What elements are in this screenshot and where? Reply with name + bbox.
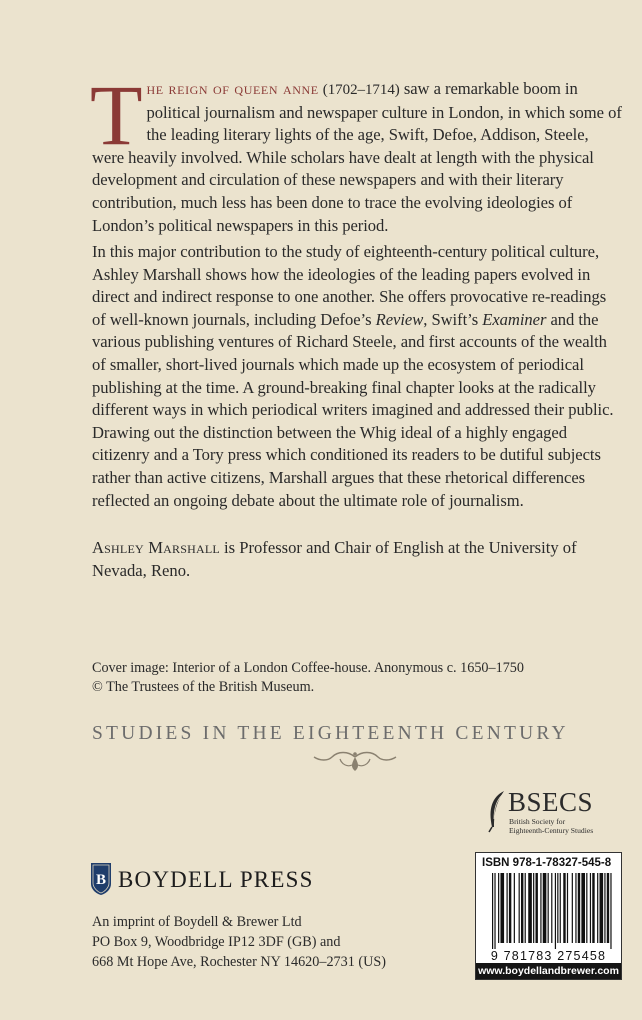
barcode-bar bbox=[563, 873, 565, 943]
cover-image-credit bbox=[92, 659, 612, 697]
barcode-bar bbox=[581, 873, 585, 943]
ornament-flourish-icon bbox=[310, 749, 400, 775]
barcode-icon bbox=[492, 873, 614, 949]
bsecs-acronym: BSECS bbox=[508, 787, 594, 817]
barcode-bar bbox=[567, 873, 568, 943]
imprint-line-1: An imprint of Boydell & Brewer Ltd bbox=[92, 914, 302, 930]
blurb-paragraph-1-text: saw a remarkable boom in political journalism and newspaper culture in London, in which some of the leading literary lights of the age, Swift, Defoe, Addison, Steele, were heavily involved. While scholars have dealt at length with the physical development and circulation of these newspapers and with their literary contribution, much less has been done to trace the evolving ideologies of London’s political newspapers in this period. bbox=[92, 79, 622, 235]
barcode-bar bbox=[498, 873, 499, 943]
barcode-bar bbox=[557, 873, 558, 943]
isbn-barcode-block bbox=[475, 852, 622, 980]
barcode-bar bbox=[500, 873, 504, 943]
blurb-lead: he reign of queen anne bbox=[146, 79, 319, 98]
barcode-bar bbox=[494, 873, 495, 949]
barcode-bar bbox=[604, 873, 605, 943]
author-name: Ashley Marshall bbox=[92, 538, 220, 557]
publisher-name: BOYDELL PRESS bbox=[118, 867, 314, 892]
barcode-bar bbox=[597, 873, 598, 943]
bsecs-line-2: Eighteenth-Century Studies bbox=[509, 825, 594, 835]
barcode-bar bbox=[519, 873, 520, 943]
imprint-line-2: PO Box 9, Woodbridge IP12 3DF (GB) and bbox=[92, 934, 341, 950]
barcode-bar bbox=[540, 873, 541, 943]
barcode-bar bbox=[514, 873, 515, 943]
author-bio-text: is Professor and Chair of English at the University of Nevada, Reno. bbox=[92, 538, 577, 580]
para2-part-b: , Swift’s bbox=[423, 309, 483, 329]
title-examiner: Examiner bbox=[482, 309, 547, 329]
blurb-paragraph-1 bbox=[90, 67, 622, 237]
barcode-bar bbox=[575, 873, 576, 943]
barcode-bar bbox=[555, 873, 556, 949]
barcode-bar bbox=[528, 873, 532, 943]
barcode-bar bbox=[578, 873, 580, 943]
publisher-imprint bbox=[92, 912, 422, 972]
credit-line-2: © The Trustees of the British Museum. bbox=[92, 679, 315, 695]
barcode-bar bbox=[509, 873, 511, 943]
barcode-bar bbox=[533, 873, 534, 943]
publisher-website: www.boydellandbrewer.com bbox=[476, 963, 621, 979]
quill-icon bbox=[486, 789, 508, 833]
barcode-bar bbox=[592, 873, 594, 943]
series-title: STUDIES IN THE EIGHTEENTH CENTURY bbox=[92, 723, 569, 744]
boydell-press-logo bbox=[90, 862, 330, 902]
bsecs-fullname bbox=[509, 818, 619, 835]
para2-part-a: In this major contribution to the study of eighteenth-century political culture, Ashley Marshall shows how the ideologies of the leading papers evolved in direct and indirect response to one another. She offers provocative re-readings of well-known journals, including Defoe’s bbox=[92, 242, 607, 329]
barcode-bar bbox=[590, 873, 591, 943]
barcode-bar bbox=[586, 873, 587, 943]
title-review: Review bbox=[375, 309, 424, 329]
imprint-line-3: 668 Mt Hope Ave, Rochester NY 14620–2731 (US) bbox=[92, 954, 386, 970]
bsecs-logo bbox=[486, 787, 616, 839]
barcode-bar bbox=[535, 873, 537, 943]
isbn-label: ISBN 978-1-78327-545-8 bbox=[482, 857, 612, 869]
bsecs-line-1: British Society for bbox=[509, 817, 566, 826]
barcode-bar bbox=[551, 873, 552, 943]
para2-part-c: and the various publishing ventures of Richard Steele, and first accounts of the wealth of smaller, short-lived journals which made up the ecosystem of periodical publishing at the time. A ground-breaking final chapter looks at the radically different ways in which periodical writers imagined and addressed their public. Drawing out the distinction between the Whig ideal of a highly engaged citizenry and a Tory press which conditioned its readers to be dutiful subjects rather than active citizens, Marshall argues that these rhetorical differences reflected an ongoing debate about the ultimate role of journalism. bbox=[92, 309, 614, 510]
svg-text:B: B bbox=[95, 872, 107, 888]
barcode-bar bbox=[600, 873, 604, 943]
barcode-bar bbox=[607, 873, 609, 943]
barcode-bar bbox=[506, 873, 507, 943]
author-bio bbox=[92, 537, 622, 582]
barcode-bar bbox=[548, 873, 549, 943]
blurb-paragraph-2 bbox=[92, 241, 622, 512]
barcode-number: 9 781783 275458 bbox=[490, 949, 607, 963]
barcode-bar bbox=[543, 873, 547, 943]
barcode-bar bbox=[610, 873, 611, 949]
barcode-bar bbox=[525, 873, 526, 943]
drop-cap: T bbox=[90, 67, 143, 163]
credit-line-1: Cover image: Interior of a London Coffee-house. Anonymous c. 1650–1750 bbox=[92, 660, 524, 676]
barcode-bar bbox=[560, 873, 561, 943]
boydell-shield-icon bbox=[90, 862, 112, 896]
barcode-bar bbox=[572, 873, 573, 943]
reign-years: (1702–1714) bbox=[322, 82, 400, 98]
barcode-bar bbox=[521, 873, 523, 943]
barcode-bar bbox=[492, 873, 493, 949]
